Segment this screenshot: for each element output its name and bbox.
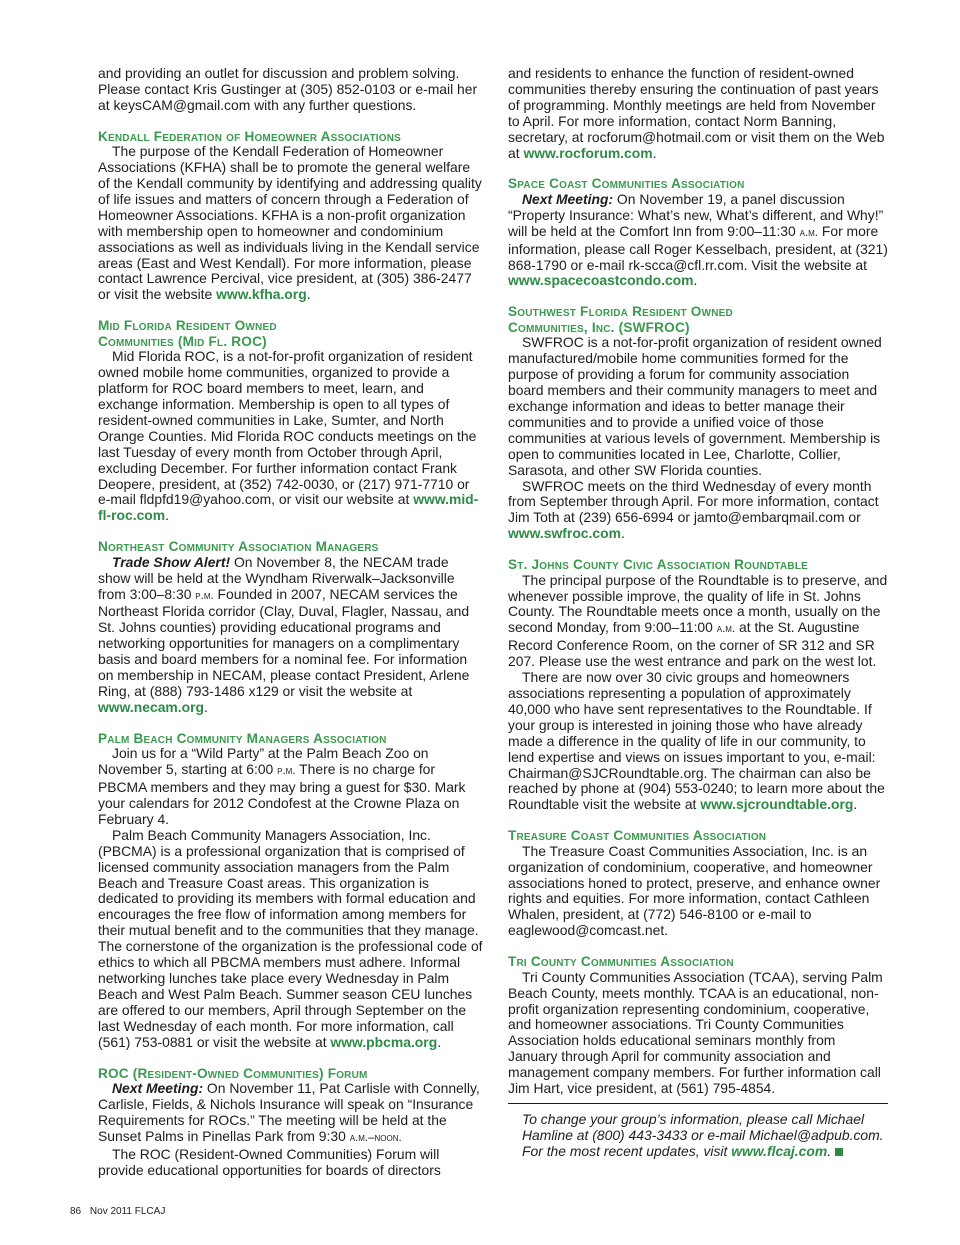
necam-heading: Northeast Community Association Managers (98, 539, 379, 555)
pbcma-paragraph-1: Join us for a “Wild Party” at the Palm Beach Zoo on November 5, starting at 6:00 p.m. There is no charge for PBCMA members and they may bring a guest for $30. Mark your calendars for 2012 Condofest at the Crowne Plaza on February 4. (98, 745, 466, 827)
rocforum-link[interactable]: www.rocforum.com (523, 144, 653, 161)
necam-body: Trade Show Alert! On November 8, the NECAM trade show will be held at the Wyndham Riverwalk–Jacksonville from 3:00–8:30 p.m. Founded in 2007, NECAM services the Northeast Florida corridor (Clay, Duval, Flagler, Nassau, and St. Johns counties) providing educational programs and networking opportunities for managers on a complimentary basis and board members for a nominal fee. For information on membership in NECAM, please contact President, Arlene Ring, at (888) 793-1486 x129 or visit the website at www.necam.org. (98, 553, 470, 715)
treasure-coast-heading: Treasure Coast Communities Association (508, 828, 767, 844)
intro-text: and providing an outlet for discussion and problem solving. Please contact Kris Gustinger at (305) 852-0103 or e-mail her at keysCAM@gmail.com with any further questions. (98, 65, 478, 113)
tri-county-section (508, 954, 888, 1097)
st-johns-paragraph-1: The principal purpose of the Roundtable is to preserve, and whenever possible improve, the quality of life in St. Johns County. The Roundtable meets once a month, usually on the second Monday, from 9:00–11:00 a.m. at the St. Augustine Record Conference Room, on the corner of SR 312 and SR 207. Please use the west entrance and park on the west lot. (508, 571, 888, 670)
space-coast-body: Next Meeting: On November 19, a panel discussion “Property Insurance: What’s new, What’s different, and Why!” will be held at the Comfort Inn from 9:00–11:30 a.m. For more information, please call Roger Kesselbach, president, at (321) 868-1790 or e-mail rk-scca@cfl.rr.com. Visit the website at www.spacecoastcondo.com. (508, 190, 888, 289)
pbcma-heading: Palm Beach Community Managers Association (98, 730, 387, 746)
swfroc-paragraph-1: SWFROC is a not-for-profit organization of resident owned manufactured/mobile home communities formed for the purpose of providing a forum for community association board members and their community managers to meet and exchange information and ideas to better manage their communities and to provide a unified voice of those communities at various levels of government. Membership is open to communities located in Lee, Charlotte, Collier, Sarasota, and other SW Florida counties. (508, 334, 882, 478)
necam-section (98, 539, 483, 716)
space-coast-section (508, 176, 888, 289)
tri-county-heading: Tri County Communities Association (508, 954, 734, 970)
pbcma-link[interactable]: www.pbcma.org (330, 1033, 438, 1050)
kendall-heading: Kendall Federation of Homeowner Associations (98, 128, 402, 144)
st-johns-link[interactable]: www.sjcroundtable.org (700, 796, 854, 813)
issue-date: Nov 2011 (89, 1206, 132, 1217)
swfroc-heading: Southwest Florida Resident Owned Communities, Inc. (SWFROC) (508, 304, 733, 335)
page-footer (70, 1206, 165, 1217)
roc-forum-continued (508, 66, 888, 161)
kendall-body: The purpose of the Kendall Federation of Homeowner Associations (KFHA) shall be to promote the general welfare of the Kendall community by identifying and addressing quality of life issues and matters of concern through a Federation of Homeowner Associations. KFHA is a non-profit organization with membership open to homeowner and condominium associations as well as individuals living in the Kendall service areas (East and West Kendall). For more information, please contact Lawrence Percival, vice president, at (305) 386-2477 or visit the website www.kfha.org. (98, 143, 482, 303)
mid-florida-section (98, 318, 483, 524)
kendall-link[interactable]: www.kfha.org (216, 286, 307, 303)
st-johns-section (508, 557, 888, 813)
tri-county-body: Tri County Communities Association (TCAA), serving Palm Beach County, meets monthly. TCAA is an educational, non-profit organization representing condominium, cooperative, and homeowner associations. Tri County Communities Association holds educational seminars monthly from January through April for community association and management company members. For further information call Jim Hart, vice president, at (561) 795-4854. (508, 968, 883, 1097)
roc-forum-continued-text: and residents to enhance the function of resident-owned communities thereby ensuring the continuation of past years of programming. Monthly meetings are held from November to April. For more information, contact Norm Banning, secretary, at rocforum@hotmail.com or visit them on the Web at www.rocforum.com. (508, 65, 885, 161)
swfroc-paragraph-2: SWFROC meets on the third Wednesday of every month from September through April. For more information, contact Jim Toth at (239) 656-6994 or jamto@embarqmail.com or www.swfroc.com. (508, 477, 879, 542)
end-mark-icon (835, 1148, 843, 1156)
roc-forum-paragraph-1: Next Meeting: On November 11, Pat Carlisle with Connelly, Carlisle, Fields, & Nichols Insurance will speak on “Insurance Requirements for ROCs.” The meeting will be held at the Sunset Palms in Pinellas Park from 9:30 a.m.–noon. (98, 1080, 480, 1144)
space-coast-link[interactable]: www.spacecoastcondo.com (508, 272, 694, 289)
st-johns-heading: St. Johns County Civic Association Roundtable (508, 557, 809, 573)
closing-note: To change your group’s information, please call Michael Hamline at (800) 443-3433 or e-mail Michael@adpub.com. For the most recent updates, visit www.flcaj.com. (522, 1110, 884, 1159)
magazine-name: FLCAJ (134, 1206, 166, 1217)
treasure-coast-section (508, 828, 888, 939)
mid-florida-body: Mid Florida ROC, is a not-for-profit organization of resident owned mobile home communities, organized to provide a platform for ROC board members to meet, learn, and exchange information. Membership is open to all types of resident-owned communities in Lake, Sumter, and North Orange Counties. Mid Florida ROC conducts meetings on the last Tuesday of every month from October through April, excluding December. For further information contact Frank Deopere, president, at (352) 742-0030, or (217) 971-7710 or e-mail fldpfd19@yahoo.com, or visit our website at www.mid-fl-roc.com. (98, 348, 479, 524)
right-column (508, 66, 888, 1160)
treasure-coast-body: The Treasure Coast Communities Association, Inc. is an organization of condominium, cooperative, and homeowner associations honed to protect, preserve, and enhance owner rights and equities. For more information, contact Cathleen Whalen, president, at (772) 546-8100 or e-mail to eaglewood@comcast.net. (508, 842, 881, 939)
divider-rule (508, 1103, 888, 1104)
swfroc-section (508, 304, 888, 542)
st-johns-paragraph-2: There are now over 30 civic groups and homeowners associations representing a population of approximately 40,000 who have sent representatives to the Roundtable. If your group is interested in joining those who have already made a difference in the quality of life in our community, to lend expertise and views on issues important to you, e-mail: Chairman@SJCRoundtable.org. The chairman can also be reached by phone at (904) 553-0240; to learn more about the Roundtable visit the website at www.sjcroundtable.org. (508, 669, 885, 813)
roc-forum-section (98, 1066, 483, 1179)
necam-link[interactable]: www.necam.org (98, 698, 205, 715)
left-column (98, 66, 483, 1193)
keys-cam-intro (98, 66, 483, 114)
kendall-section (98, 129, 483, 304)
mid-florida-link[interactable]: www.mid-fl-roc.com (98, 491, 479, 524)
flcaj-link[interactable]: www.flcaj.com (731, 1142, 828, 1159)
roc-forum-heading: ROC (Resident-Owned Communities) Forum (98, 1065, 368, 1081)
swfroc-link[interactable]: www.swfroc.com (508, 525, 621, 542)
space-coast-heading: Space Coast Communities Association (508, 176, 745, 192)
page-number: 86 (70, 1206, 82, 1217)
pbcma-section (98, 731, 483, 1051)
mid-florida-heading: Mid Florida Resident Owned Communities (Mid Fl. ROC) (98, 318, 277, 349)
pbcma-paragraph-2: Palm Beach Community Managers Association, Inc. (PBCMA) is a professional organization that is comprised of licensed community association managers from the Palm Beach and Treasure Coast areas. This organization is dedicated to providing its members with formal education and encourages the free flow of information among members for their mutual benefit and to the communities that they manage. The cornerstone of the organization is the professional code of ethics to which all PBCMA members must adhere. Informal networking lunches take place every Wednesday in Palm Beach and West Palm Beach. Summer season CEU lunches are offered to our members, April through September on the last Wednesday of each month. For more information, call (561) 753-0881 or visit the website at www.pbcma.org. (98, 826, 483, 1050)
roc-forum-paragraph-2: The ROC (Resident-Owned Communities) Forum will provide educational opportunities for boards of directors (98, 1145, 441, 1178)
